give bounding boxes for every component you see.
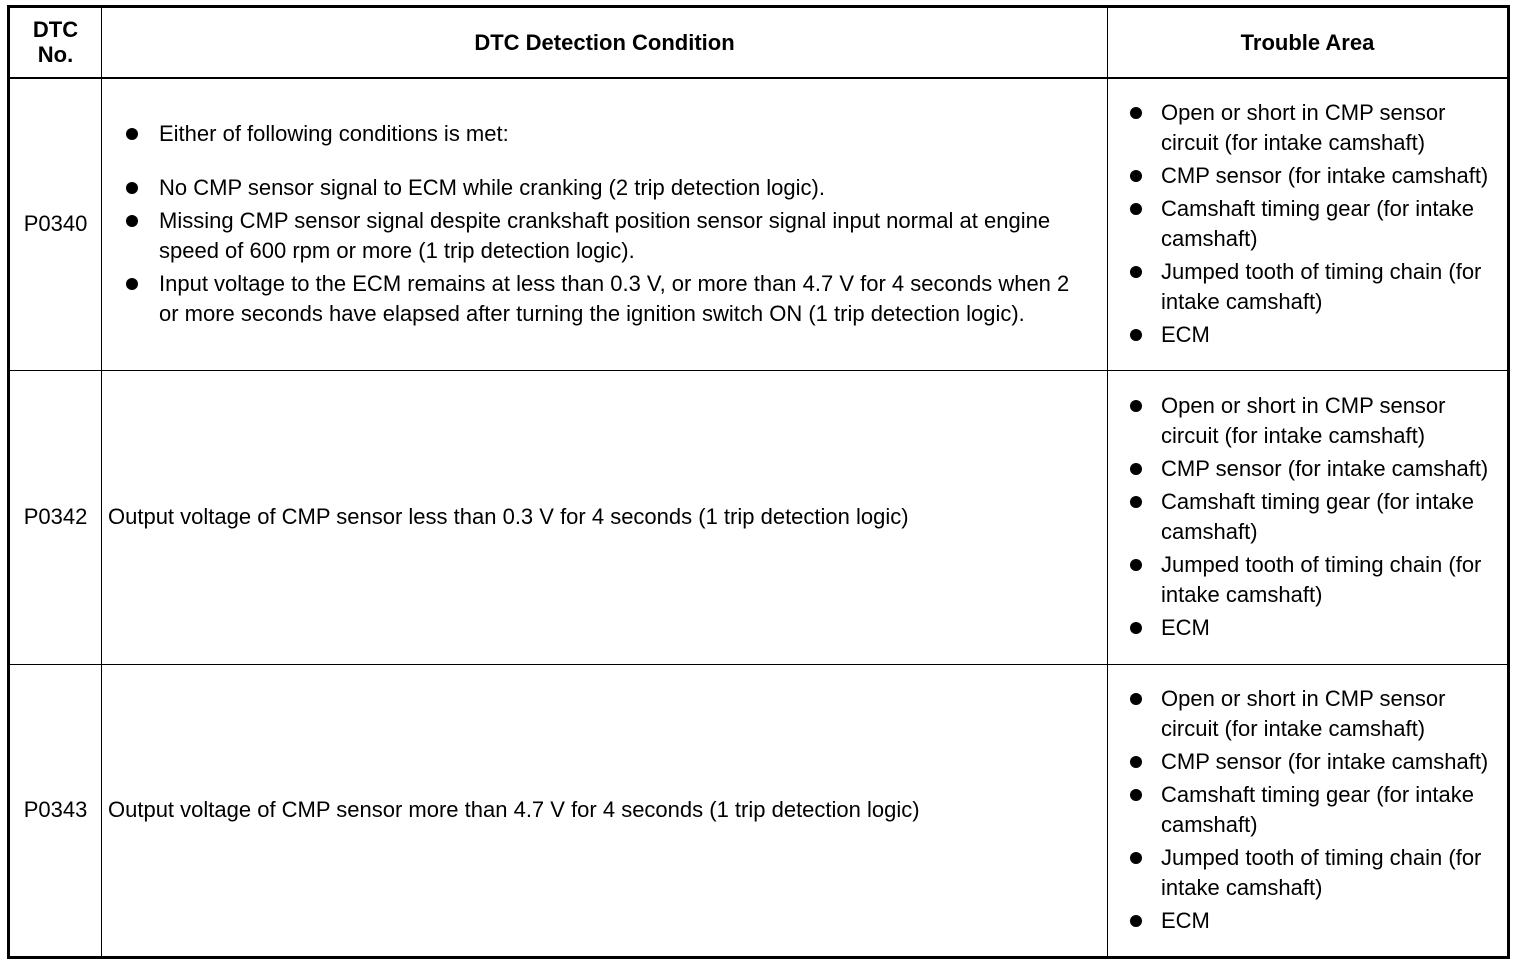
bullet-icon [1130, 107, 1142, 119]
bullet-icon [1130, 400, 1142, 412]
trouble-area-list [1130, 391, 1501, 643]
detection-condition: Output voltage of CMP sensor less than 0.3 V for 4 seconds (1 trip detection logic) [102, 371, 1108, 664]
trouble-area-item [1130, 98, 1501, 158]
trouble-area-item [1130, 906, 1501, 936]
trouble-area [1108, 664, 1509, 957]
trouble-area-text: CMP sensor (for intake camshaft) [1161, 456, 1489, 482]
trouble-area-text: ECM [1161, 322, 1210, 348]
bullet-icon [1130, 852, 1142, 864]
trouble-area-text: Open or short in CMP sensor circuit (for intake camshaft) [1161, 393, 1446, 449]
trouble-area-text: Open or short in CMP sensor circuit (for intake camshaft) [1161, 100, 1446, 156]
bullet-icon [126, 278, 138, 290]
condition-item [126, 269, 1093, 329]
condition-list [108, 119, 1093, 329]
header-condition: DTC Detection Condition [102, 7, 1108, 78]
dtc-code: P0343 [9, 664, 102, 957]
bullet-icon [1130, 463, 1142, 475]
condition-item [126, 206, 1093, 266]
trouble-area-text: Camshaft timing gear (for intake camshaft) [1161, 782, 1475, 838]
trouble-area-item [1130, 454, 1501, 484]
trouble-area-text: ECM [1161, 908, 1210, 934]
trouble-area-item [1130, 843, 1501, 903]
header-dtc-no [9, 7, 102, 78]
bullet-icon [1130, 329, 1142, 341]
bullet-icon [1130, 170, 1142, 182]
trouble-area-item [1130, 613, 1501, 643]
detection-condition [102, 78, 1108, 371]
table-row [9, 664, 1509, 957]
trouble-area-item [1130, 320, 1501, 350]
trouble-area-item [1130, 487, 1501, 547]
trouble-area-item [1130, 780, 1501, 840]
condition-text: Missing CMP sensor signal despite crankshaft position sensor signal input normal at engine speed of 600 rpm or more (1 trip detection logic). [159, 208, 1051, 264]
bullet-icon [1130, 559, 1142, 571]
condition-text: Input voltage to the ECM remains at less than 0.3 V, or more than 4.7 V for 4 seconds when 2 or more seconds have elapsed after turning the ignition switch ON (1 trip detection logic). [159, 271, 1070, 327]
header-row [9, 7, 1509, 78]
trouble-area-text: Camshaft timing gear (for intake camshaft) [1161, 196, 1475, 252]
bullet-icon [1130, 496, 1142, 508]
trouble-area-item [1130, 391, 1501, 451]
trouble-area-text: Jumped tooth of timing chain (for intake camshaft) [1161, 845, 1482, 901]
bullet-icon [1130, 915, 1142, 927]
dtc-table [7, 5, 1510, 959]
trouble-area [1108, 371, 1509, 664]
table-row [9, 371, 1509, 664]
detection-condition: Output voltage of CMP sensor more than 4.7 V for 4 seconds (1 trip detection logic) [102, 664, 1108, 957]
trouble-area-text: CMP sensor (for intake camshaft) [1161, 749, 1489, 775]
bullet-icon [1130, 693, 1142, 705]
dtc-code: P0342 [9, 371, 102, 664]
condition-text: Either of following conditions is met: [159, 121, 509, 147]
trouble-area-text: Jumped tooth of timing chain (for intake camshaft) [1161, 259, 1482, 315]
bullet-icon [126, 182, 138, 194]
bullet-icon [126, 215, 138, 227]
bullet-icon [1130, 789, 1142, 801]
bullet-icon [126, 128, 138, 140]
trouble-area-text: Camshaft timing gear (for intake camshaft) [1161, 489, 1475, 545]
trouble-area-list [1130, 98, 1501, 350]
trouble-area-item [1130, 550, 1501, 610]
condition-text: No CMP sensor signal to ECM while cranking (2 trip detection logic). [159, 175, 825, 201]
bullet-icon [1130, 203, 1142, 215]
trouble-area-text: ECM [1161, 615, 1210, 641]
condition-item [126, 173, 1093, 203]
condition-item [126, 119, 1093, 149]
trouble-area-item [1130, 194, 1501, 254]
header-dtc-no-label: DTC No. [32, 17, 79, 68]
dtc-code: P0340 [9, 78, 102, 371]
header-trouble-area: Trouble Area [1108, 7, 1509, 78]
trouble-area [1108, 78, 1509, 371]
bullet-icon [1130, 756, 1142, 768]
table-row [9, 78, 1509, 371]
trouble-area-item [1130, 684, 1501, 744]
trouble-area-text: Open or short in CMP sensor circuit (for intake camshaft) [1161, 686, 1446, 742]
trouble-area-item [1130, 747, 1501, 777]
trouble-area-text: CMP sensor (for intake camshaft) [1161, 163, 1489, 189]
trouble-area-item [1130, 257, 1501, 317]
bullet-icon [1130, 622, 1142, 634]
trouble-area-item [1130, 161, 1501, 191]
bullet-icon [1130, 266, 1142, 278]
trouble-area-text: Jumped tooth of timing chain (for intake camshaft) [1161, 552, 1482, 608]
trouble-area-list [1130, 684, 1501, 936]
